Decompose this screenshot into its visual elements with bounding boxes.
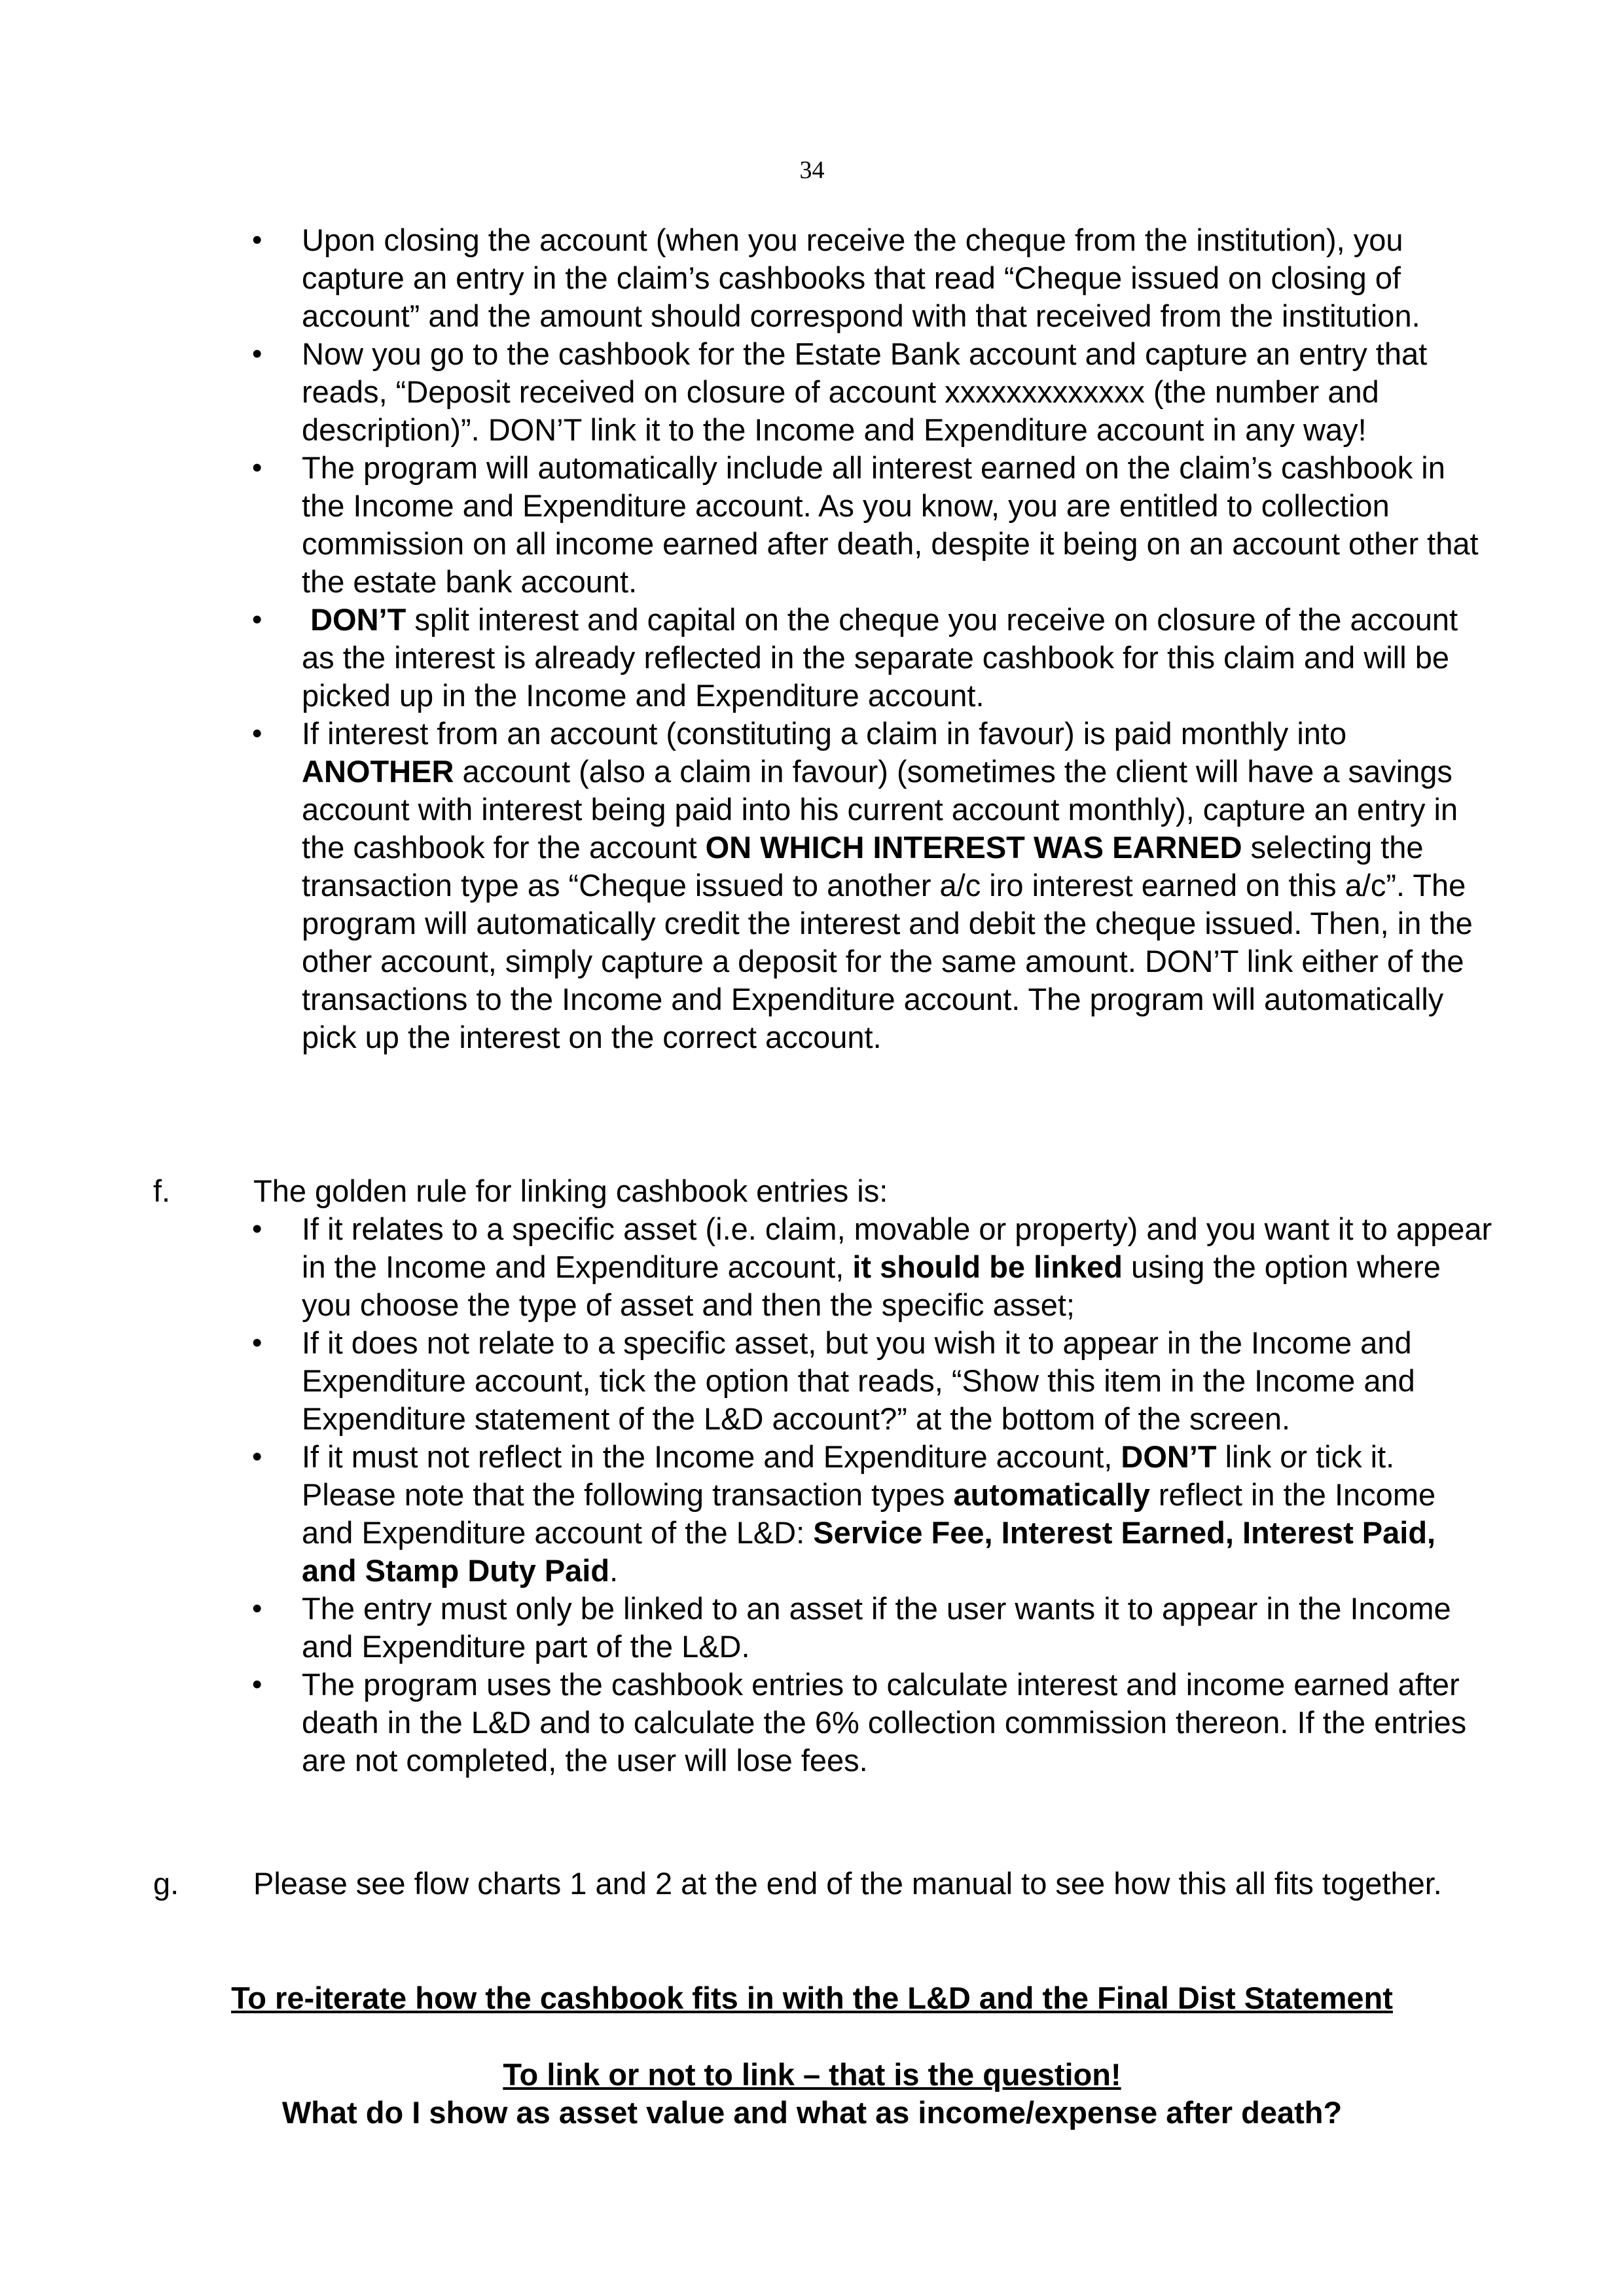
section-heading: To re-iterate how the cashbook fits in with the L&D and the Final Dist Statement [231,1981,1393,2015]
bold-text: ON WHICH INTEREST WAS EARNED [705,830,1242,865]
bullet-item: • The entry must only be linked to an asset if the user wants it to appear in the Income and Expenditure part of the L&D. [302,1590,1493,1666]
item-g [153,1865,1462,1903]
bullet-item: • If interest from an account (constituting a claim in favour) is paid monthly into ANOTHER account (also a claim in favour) (sometimes the client will have a savings account with interest being paid into his current account monthly), capture an entry in the cashbook for the account ON WHICH INTEREST WAS EARNED selecting the transaction type as “Cheque issued to another a/c iro interest earned on this a/c”. The program will automatically credit the interest and debit the cheque issued. Then, in the other account, simply capture a deposit for the same amount. DON’T link either of the transactions to the Income and Expenditure account. The program will automatically pick up the interest on the correct account. [302,715,1493,1056]
bullet-item: • The program uses the cashbook entries to calculate interest and income earned after death in the L&D and to calculate the 6% collection commission thereon. If the entries are not completed, the user will lose fees. [302,1666,1493,1780]
section-question: What do I show as asset value and what as income/expense after death? [281,2095,1343,2130]
bold-text: automatically [953,1477,1150,1512]
bold-text: DON’T [310,602,406,637]
item-g-marker: g. [153,1866,179,1901]
bullet-item: • Now you go to the cashbook for the Estate Bank account and capture an entry that reads, “Deposit received on closure of account xxxxxxxxxxxxx (the number and description)”. DON’T link it to the Income and Expenditure account in any way! [302,335,1493,449]
bullet-item: • If it does not relate to a specific asset, but you wish it to appear in the Income and Expenditure account, tick the option that reads, “Show this item in the Income and Expenditure statement of the L&D account?” at the bottom of the screen. [302,1324,1493,1438]
bullet-list-closing-accounts [302,221,1493,1056]
bullet-list-golden-rule [302,1210,1493,1780]
bold-text: it should be linked [852,1249,1123,1284]
item-g-text: Please see flow charts 1 and 2 at the end of the manual to see how this all fits together. [253,1866,1442,1901]
section-subheading: To link or not to link – that is the question! [503,2057,1121,2092]
bullet-item: • If it must not reflect in the Income and Expenditure account, DON’T link or tick it. Please note that the following transaction types automatically reflect in the Income and Expenditure account of the L&D: Service Fee, Interest Earned, Interest Paid, and Stamp Duty Paid. [302,1438,1493,1590]
bold-text: ANOTHER [302,754,454,789]
bold-text: DON’T [1121,1439,1217,1474]
bold-text: Service Fee, Interest Earned, Interest Paid, and Stamp Duty Paid [302,1515,1436,1588]
bullet-item: • If it relates to a specific asset (i.e. claim, movable or property) and you want it to appear in the Income and Expenditure account, it should be linked using the option where you choose the type of asset and then the specific asset; [302,1210,1493,1324]
item-f-text: The golden rule for linking cashbook entries is: [253,1174,888,1208]
item-f-marker: f. [153,1174,171,1208]
page-number: 34 [799,156,825,184]
bullet-item: • Upon closing the account (when you receive the cheque from the institution), you capture an entry in the claim’s cashbooks that read “Cheque issued on closing of account” and the amount should correspond with that received from the institution. [302,221,1493,335]
bullet-item: • The program will automatically include all interest earned on the claim’s cashbook in the Income and Expenditure account. As you know, you are entitled to collection commission on all income earned after death, despite it being on an account other that the estate bank account. [302,449,1493,601]
bullet-item: • DON’T split interest and capital on the cheque you receive on closure of the account as the interest is already reflected in the separate cashbook for this claim and will be picked up in the Income and Expenditure account. [302,601,1493,715]
